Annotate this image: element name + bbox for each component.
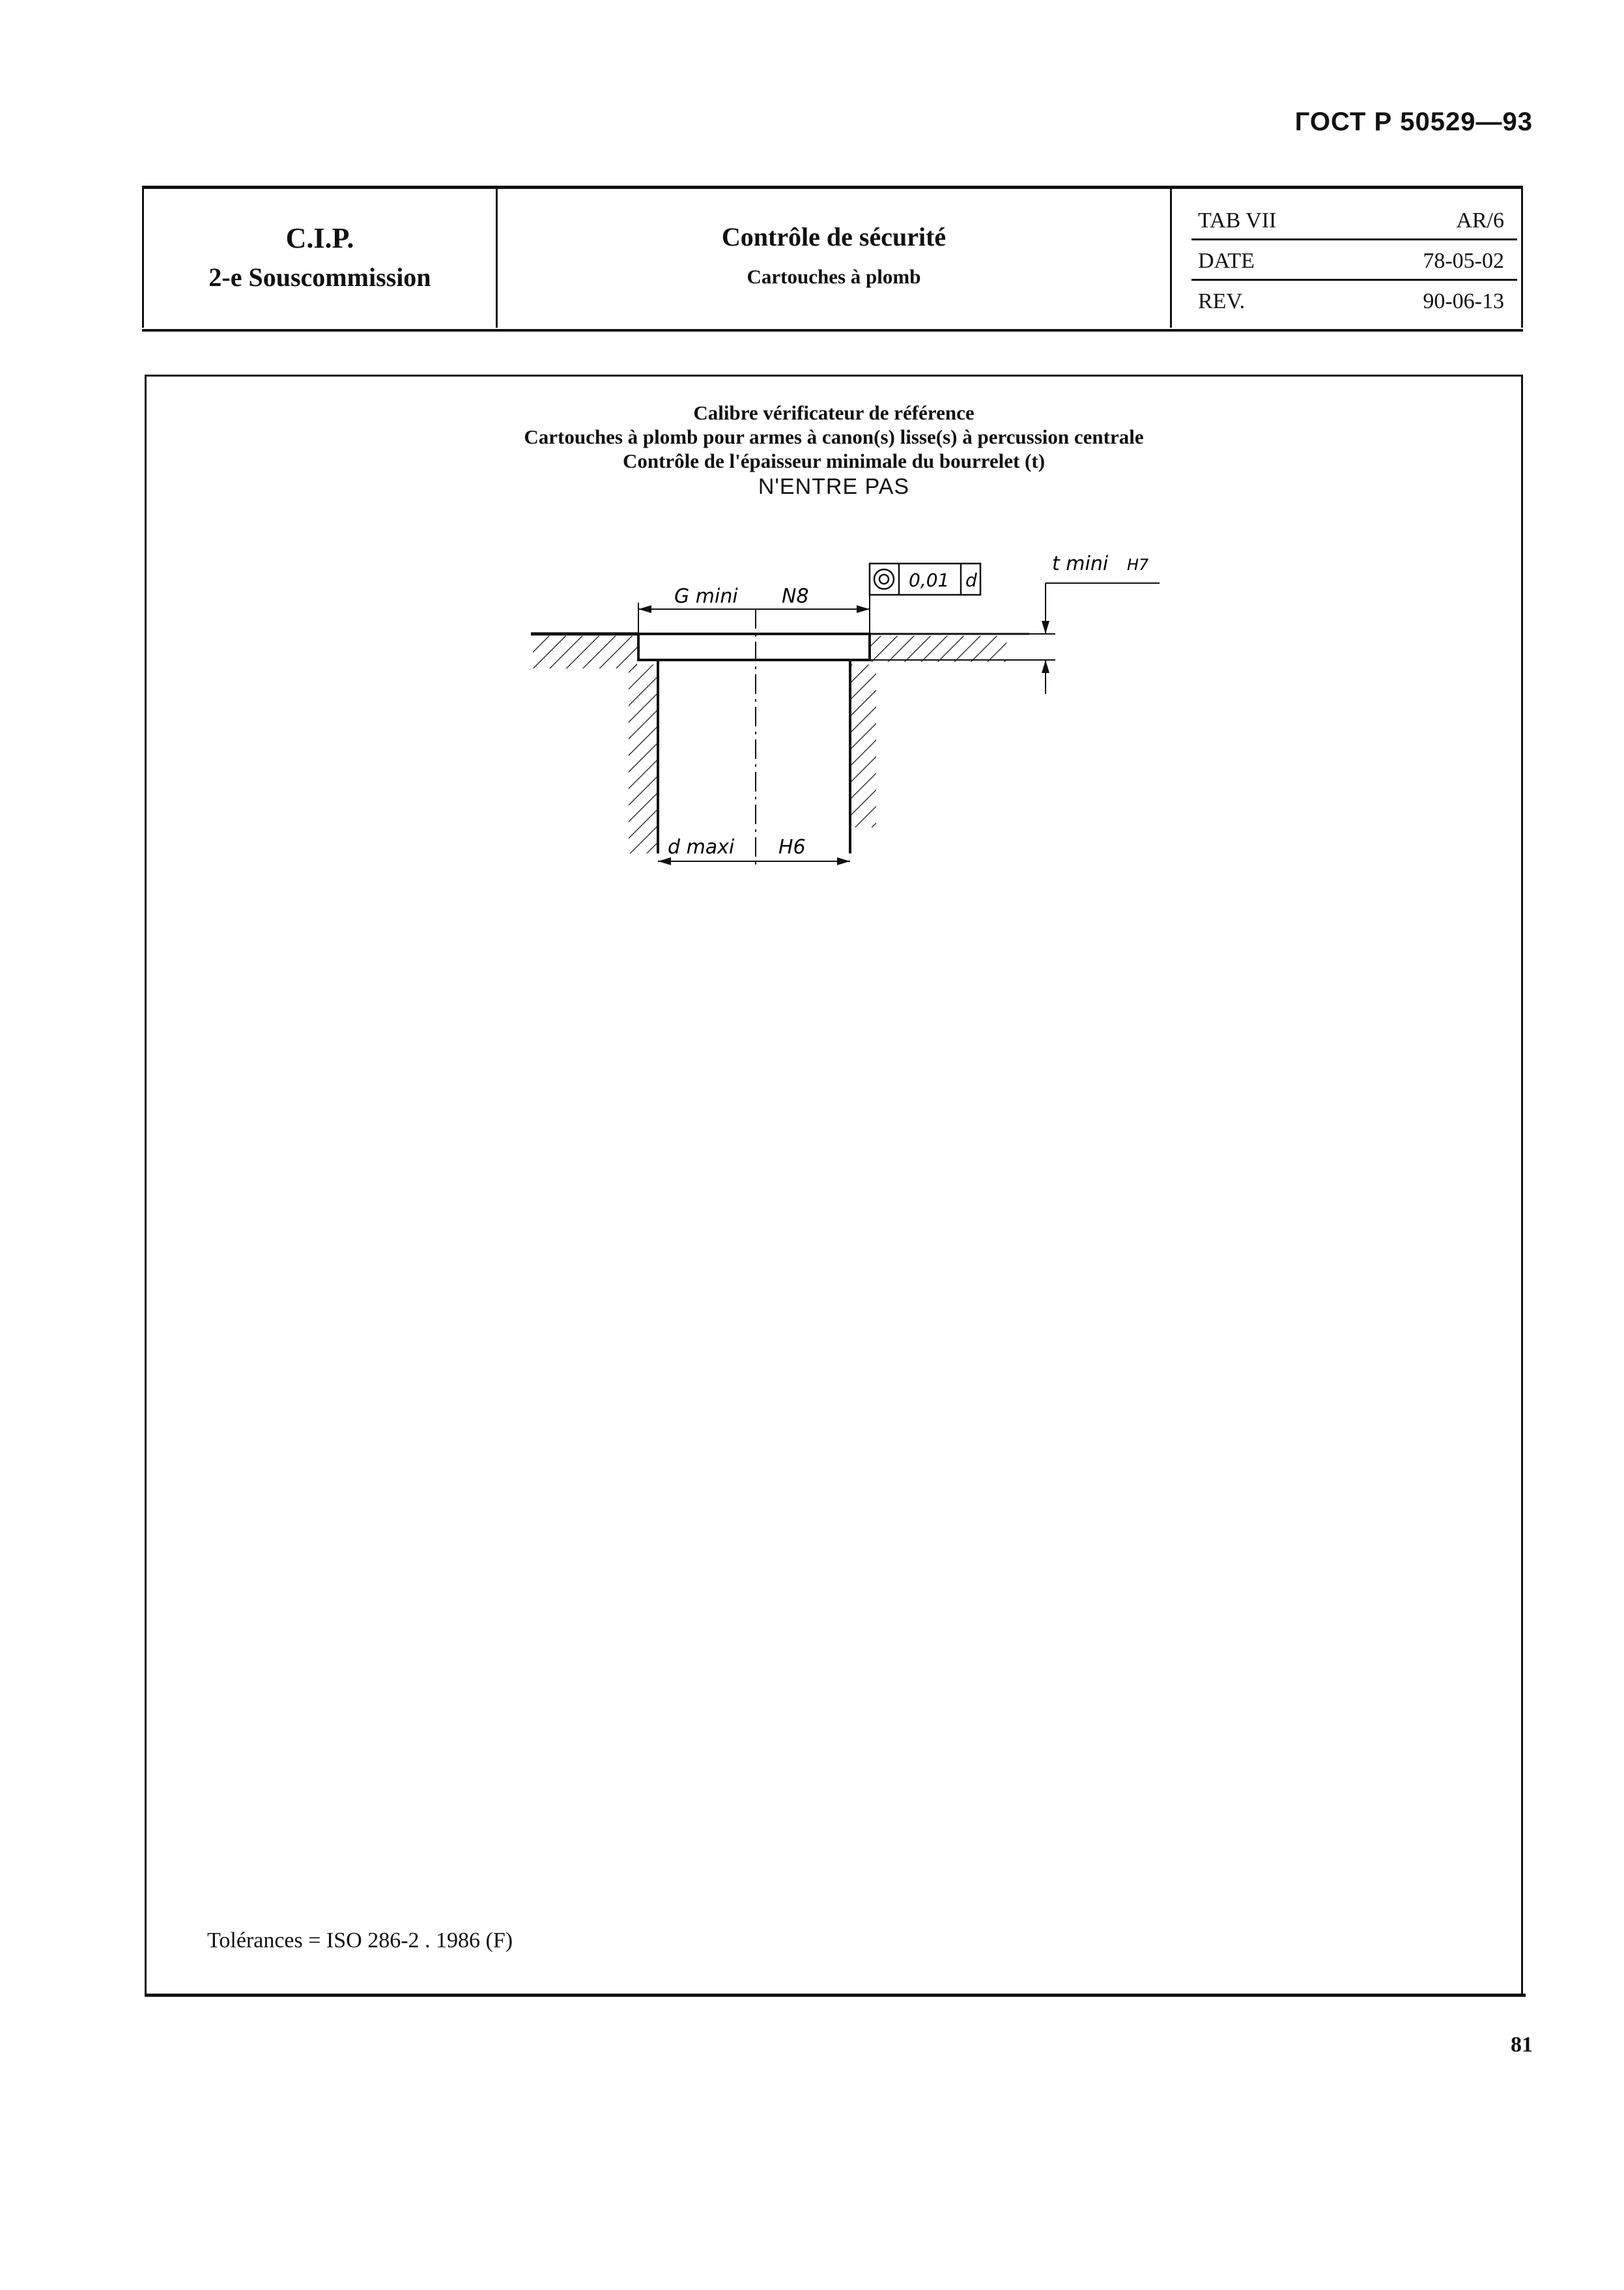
left-bore-wall [629, 665, 658, 853]
right-bore-wall [850, 665, 876, 827]
right-surface [870, 634, 1029, 662]
d-tolerance: H6 [778, 836, 806, 859]
standard-number: ГОСТ Р 50529—93 [1294, 107, 1533, 136]
t-tolerance: H7 [1127, 556, 1149, 574]
org-name: C.I.P. [285, 222, 354, 254]
header-title-sub: Cartouches à plomb [747, 265, 921, 288]
rev-row [1191, 281, 1517, 319]
content-bottom-rule [145, 1994, 1526, 1997]
tolerance-value: 0,01 [909, 569, 950, 591]
gauge-heading-4: N'ENTRE PAS [758, 474, 910, 499]
header-block [142, 186, 1523, 328]
g-dimension [638, 573, 870, 634]
gauge-heading-1: Calibre vérificateur de référence [693, 401, 975, 424]
org-subcommission: 2-e Souscommission [208, 263, 431, 292]
g-label: G mini [674, 585, 738, 608]
rev-value: 90-06-13 [1423, 289, 1504, 313]
left-surface [531, 634, 638, 668]
header-title-main: Contrôle de sécurité [721, 222, 947, 251]
gauge-plate [638, 634, 870, 660]
tolerances-note: Tolérances = ISO 286-2 . 1986 (F) [207, 1928, 513, 1953]
header-organization [144, 189, 498, 328]
gauge-heading-3: Contrôle de l'épaisseur minimale du bourrelet (t) [622, 450, 1046, 472]
t-label: t mini [1052, 552, 1109, 575]
date-label: DATE [1198, 249, 1255, 273]
tab-row [1191, 201, 1517, 240]
header-divider [142, 329, 1523, 332]
rev-label: REV. [1198, 289, 1246, 313]
header-reference [1172, 189, 1521, 328]
tab-label: TAB VII [1198, 208, 1277, 233]
datum-letter: d [965, 569, 977, 591]
page-number: 81 [1511, 2033, 1533, 2057]
d-dimension [658, 836, 850, 865]
d-label: d maxi [668, 836, 735, 859]
gauge-titles [145, 401, 1523, 500]
date-row [1191, 241, 1517, 281]
date-value: 78-05-02 [1423, 249, 1504, 273]
g-tolerance: N8 [782, 585, 809, 608]
feature-control-frame [870, 564, 980, 595]
gauge-drawing [521, 547, 1173, 886]
tab-value: AR/6 [1456, 208, 1504, 233]
gauge-heading-2: Cartouches à plomb pour armes à canon(s) lisse(s) à percussion centrale [524, 425, 1144, 448]
header-title [498, 189, 1172, 328]
